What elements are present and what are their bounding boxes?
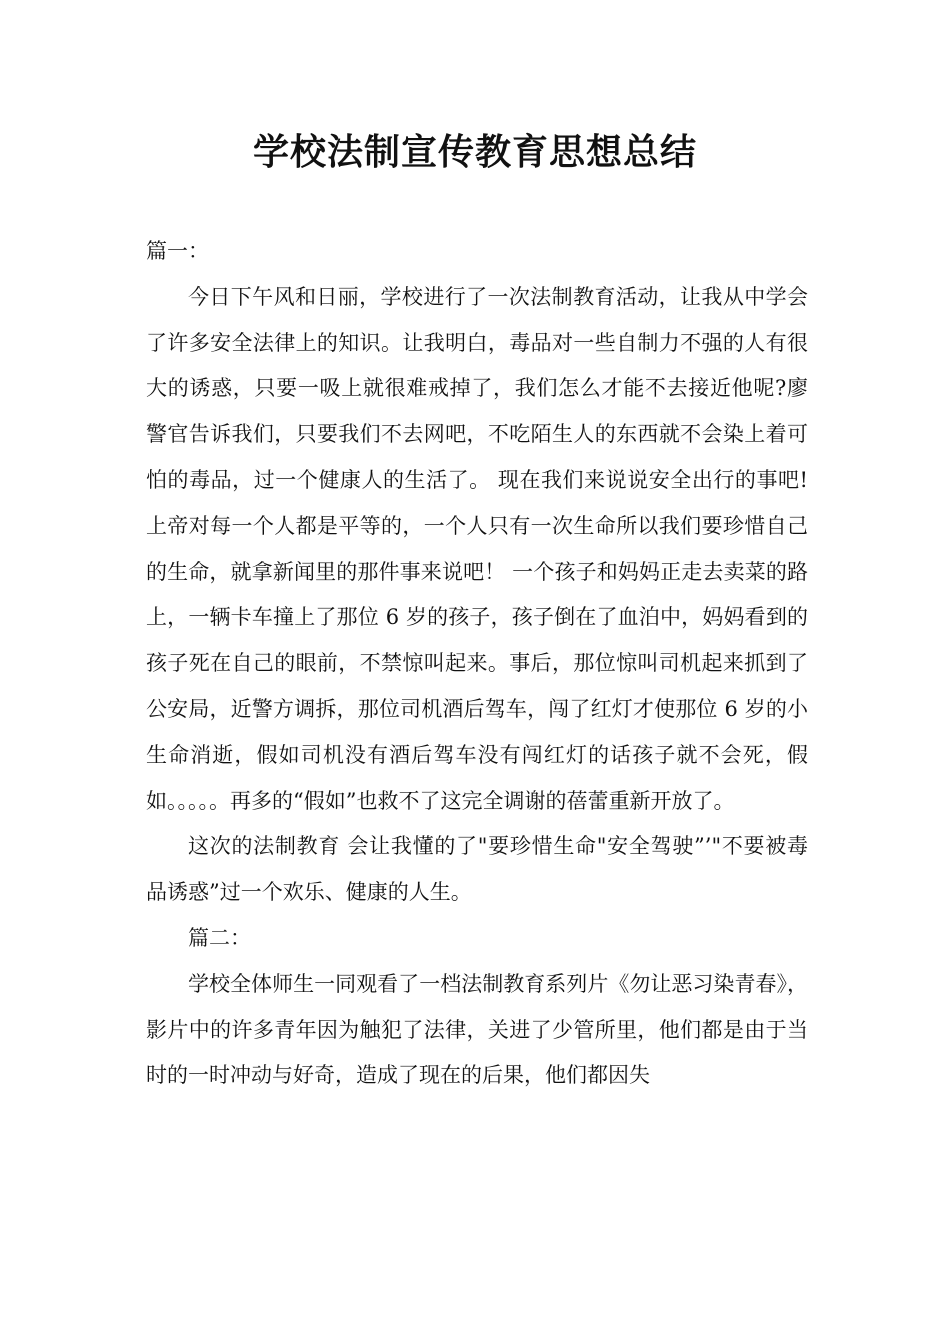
section1-heading: 篇一：: [146, 239, 209, 263]
section1-paragraph-2: 这次的法制教育 会让我懂的了"要珍惜生命"安全驾驶”’"不要被毒品诱惑”过一个欢乐、健康的人生。: [146, 834, 808, 905]
document-body: [146, 229, 808, 1099]
section2-paragraph-1: 学校全体师生一同观看了一档法制教育系列片《勿让恶习染青春》，影片中的许多青年因为触犯了法律，关进了少管所里，他们都是由于当时的一时冲动与好奇，造成了现在的后果，他们都因失: [146, 971, 808, 1088]
section1-paragraph-1: 今日下午风和日丽，学校进行了一次法制教育活动，让我从中学会了许多安全法律上的知识。让我明白，毒品对一些自制力不强的人有很大的诱惑，只要一吸上就很难戒掉了，我们怎么才能不去接近他呢?廖警官告诉我们，只要我们不去网吧，不吃陌生人的东西就不会染上着可怕的毒品，过一个健康人的生活了。 现在我们来说说安全出行的事吧!上帝对每一个人都是平等的，一个人只有一次生命所以我们要珍惜自己的生命，就拿新闻里的那件事来说吧！ 一个孩子和妈妈正走去卖菜的路上，一辆卡车撞上了那位 6 岁的孩子，孩子倒在了血泊中，妈妈看到的孩子死在自己的眼前，不禁惊叫起来。事后，那位惊叫司机起来抓到了公安局，近警方调拆，那位司机酒后驾车，闯了红灯才使那位 6 岁的小生命消逝，假如司机没有酒后驾车没有闯红灯的话孩子就不会死，假如。。。。。再多的“假如”也救不了这完全调谢的蓓蕾重新开放了。: [146, 284, 808, 813]
section2-heading: 篇二：: [188, 925, 251, 950]
document-title: 学校法制宣传教育思想总结: [252, 132, 697, 173]
